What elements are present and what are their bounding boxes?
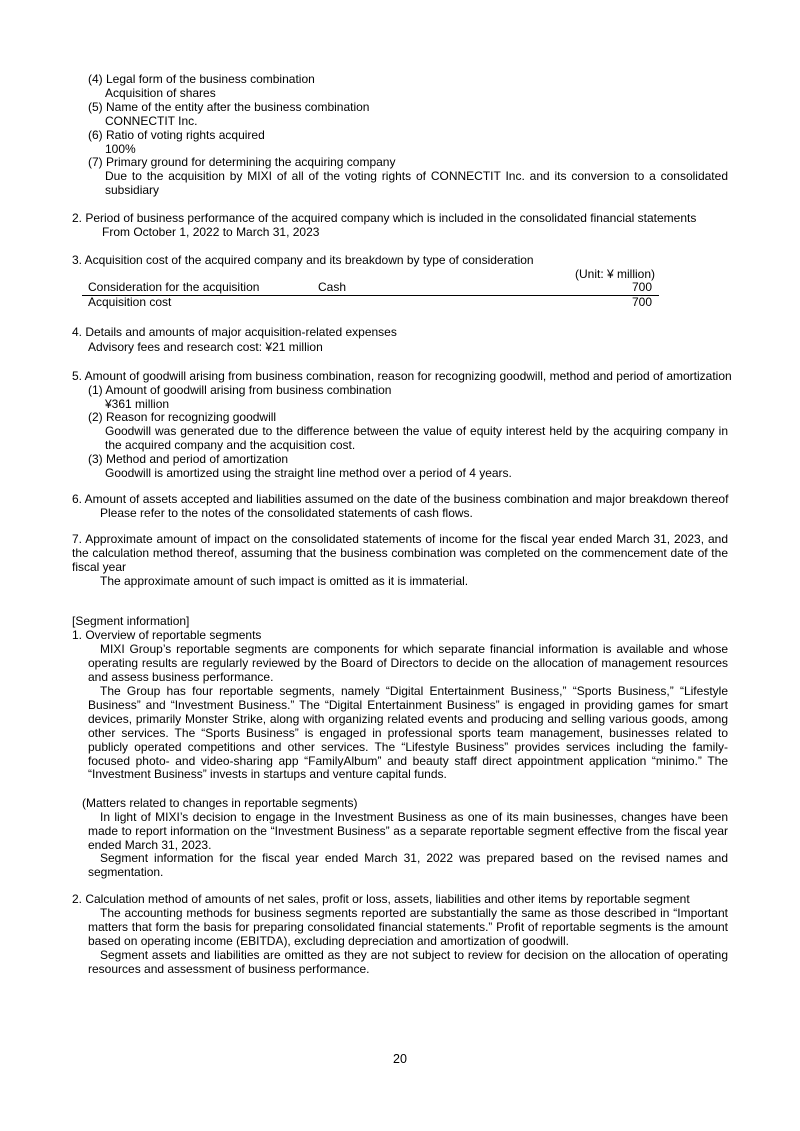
table-cell-type xyxy=(316,296,438,311)
acquisition-cost-table xyxy=(82,281,659,310)
table-cell-label: Consideration for the acquisition xyxy=(82,281,316,296)
matters-heading: (Matters related to changes in reportable segments) xyxy=(82,796,358,810)
section-2-heading: 2. Period of business performance of the acquired company which is included in the consolidated financial statements xyxy=(72,211,697,225)
table-row xyxy=(82,281,659,296)
section-6-body: Please refer to the notes of the consolidated statements of cash flows. xyxy=(100,506,473,520)
section-7-heading: 7. Approximate amount of impact on the consolidated statements of income for the fiscal year ended March 31, 2023, and the calculation method thereof, assuming that the business combination was completed on the commencement date of the fiscal year xyxy=(72,532,728,574)
section-2-body: From October 1, 2022 to March 31, 2023 xyxy=(102,225,320,239)
item-5-3-heading: (3) Method and period of amortization xyxy=(88,452,289,466)
item-5-2-heading: (2) Reason for recognizing goodwill xyxy=(88,410,277,424)
segment-paragraph-4: Segment assets and liabilities are omitted as they are not subject to review for decision on the allocation of operating resources and assessment of business performance. xyxy=(88,948,728,976)
item-5-1-heading: (1) Amount of goodwill arising from business combination xyxy=(88,383,392,397)
item-5-3-body: Goodwill is amortized using the straight line method over a period of 4 years. xyxy=(105,466,512,480)
item-4-heading: (4) Legal form of the business combination xyxy=(88,72,315,86)
matters-paragraph-2: Segment information for the fiscal year ended March 31, 2022 was prepared based on the revised names and segmentation. xyxy=(88,851,728,879)
section-4-heading: 4. Details and amounts of major acquisition-related expenses xyxy=(72,325,397,339)
table-cell-value: 700 xyxy=(438,281,659,296)
section-5-heading: 5. Amount of goodwill arising from business combination, reason for recognizing goodwill, method and period of amortization xyxy=(72,369,732,383)
section-3-heading: 3. Acquisition cost of the acquired company and its breakdown by type of consideration xyxy=(72,253,534,267)
item-6-body: 100% xyxy=(105,142,136,156)
unit-label: (Unit: ¥ million) xyxy=(574,267,655,281)
section-7-body: The approximate amount of such impact is omitted as it is immaterial. xyxy=(100,574,469,588)
page-number: 20 xyxy=(393,1052,407,1066)
item-5-2-body: Goodwill was generated due to the difference between the value of equity interest held by the acquiring company in the acquired company and the acquisition cost. xyxy=(105,424,728,452)
item-7-heading: (7) Primary ground for determining the acquiring company xyxy=(88,155,396,169)
item-5-heading: (5) Name of the entity after the business combination xyxy=(88,100,370,114)
segment-heading-2: 2. Calculation method of amounts of net sales, profit or loss, assets, liabilities and other items by reportable segment xyxy=(72,892,690,906)
item-4-body: Acquisition of shares xyxy=(105,86,216,100)
segment-paragraph-3: The accounting methods for business segments reported are substantially the same as those described in “Important matters that form the basis for preparing consolidated financial statements.” Profit of reportable segments is the amount based on operating income (EBITDA), excluding depreciation and amortization of goodwill. xyxy=(88,906,728,948)
segment-heading-1: 1. Overview of reportable segments xyxy=(72,628,262,642)
section-4-body: Advisory fees and research cost: ¥21 million xyxy=(88,340,323,354)
item-7-body: Due to the acquisition by MIXI of all of the voting rights of CONNECTIT Inc. and its conversion to a consolidated subsidiary xyxy=(105,169,728,197)
table-row xyxy=(82,296,659,311)
segment-paragraph-2: The Group has four reportable segments, namely “Digital Entertainment Business,” “Sports Business,” “Lifestyle Business” and “Investment Business.” The “Digital Entertainment Business” is engaged in providing games for smart devices, primarily Monster Strike, along with organizing related events and producing and selling various goods, among other services. The “Sports Business” is engaged in professional sports team management, businesses related to publicly operated competitions and other services. The “Lifestyle Business” provides services including the family-focused photo- and video-sharing app “FamilyAlbum” and beauty staff direct appointment application “minimo.” The “Investment Business” invests in startups and venture capital funds. xyxy=(88,684,728,782)
table-cell-type: Cash xyxy=(316,281,438,296)
table-cell-label: Acquisition cost xyxy=(88,295,172,310)
segment-paragraph-1: MIXI Group’s reportable segments are components for which separate financial information is available and whose operating results are regularly reviewed by the Board of Directors to decide on the allocation of management resources and assess business performance. xyxy=(88,642,728,684)
item-5-1-body: ¥361 million xyxy=(105,397,170,411)
segment-title: [Segment information] xyxy=(72,614,190,628)
matters-paragraph-1: In light of MIXI’s decision to engage in the Investment Business as one of its main businesses, changes have been made to report information on the “Investment Business” as a separate reportable segment effective from the fiscal year ended March 31, 2023. xyxy=(88,810,728,852)
item-6-heading: (6) Ratio of voting rights acquired xyxy=(88,128,265,142)
item-5-body: CONNECTIT Inc. xyxy=(105,114,198,128)
section-6-heading: 6. Amount of assets accepted and liabilities assumed on the date of the business combination and major breakdown thereof xyxy=(72,492,729,506)
table-cell-value: 700 xyxy=(631,295,652,310)
